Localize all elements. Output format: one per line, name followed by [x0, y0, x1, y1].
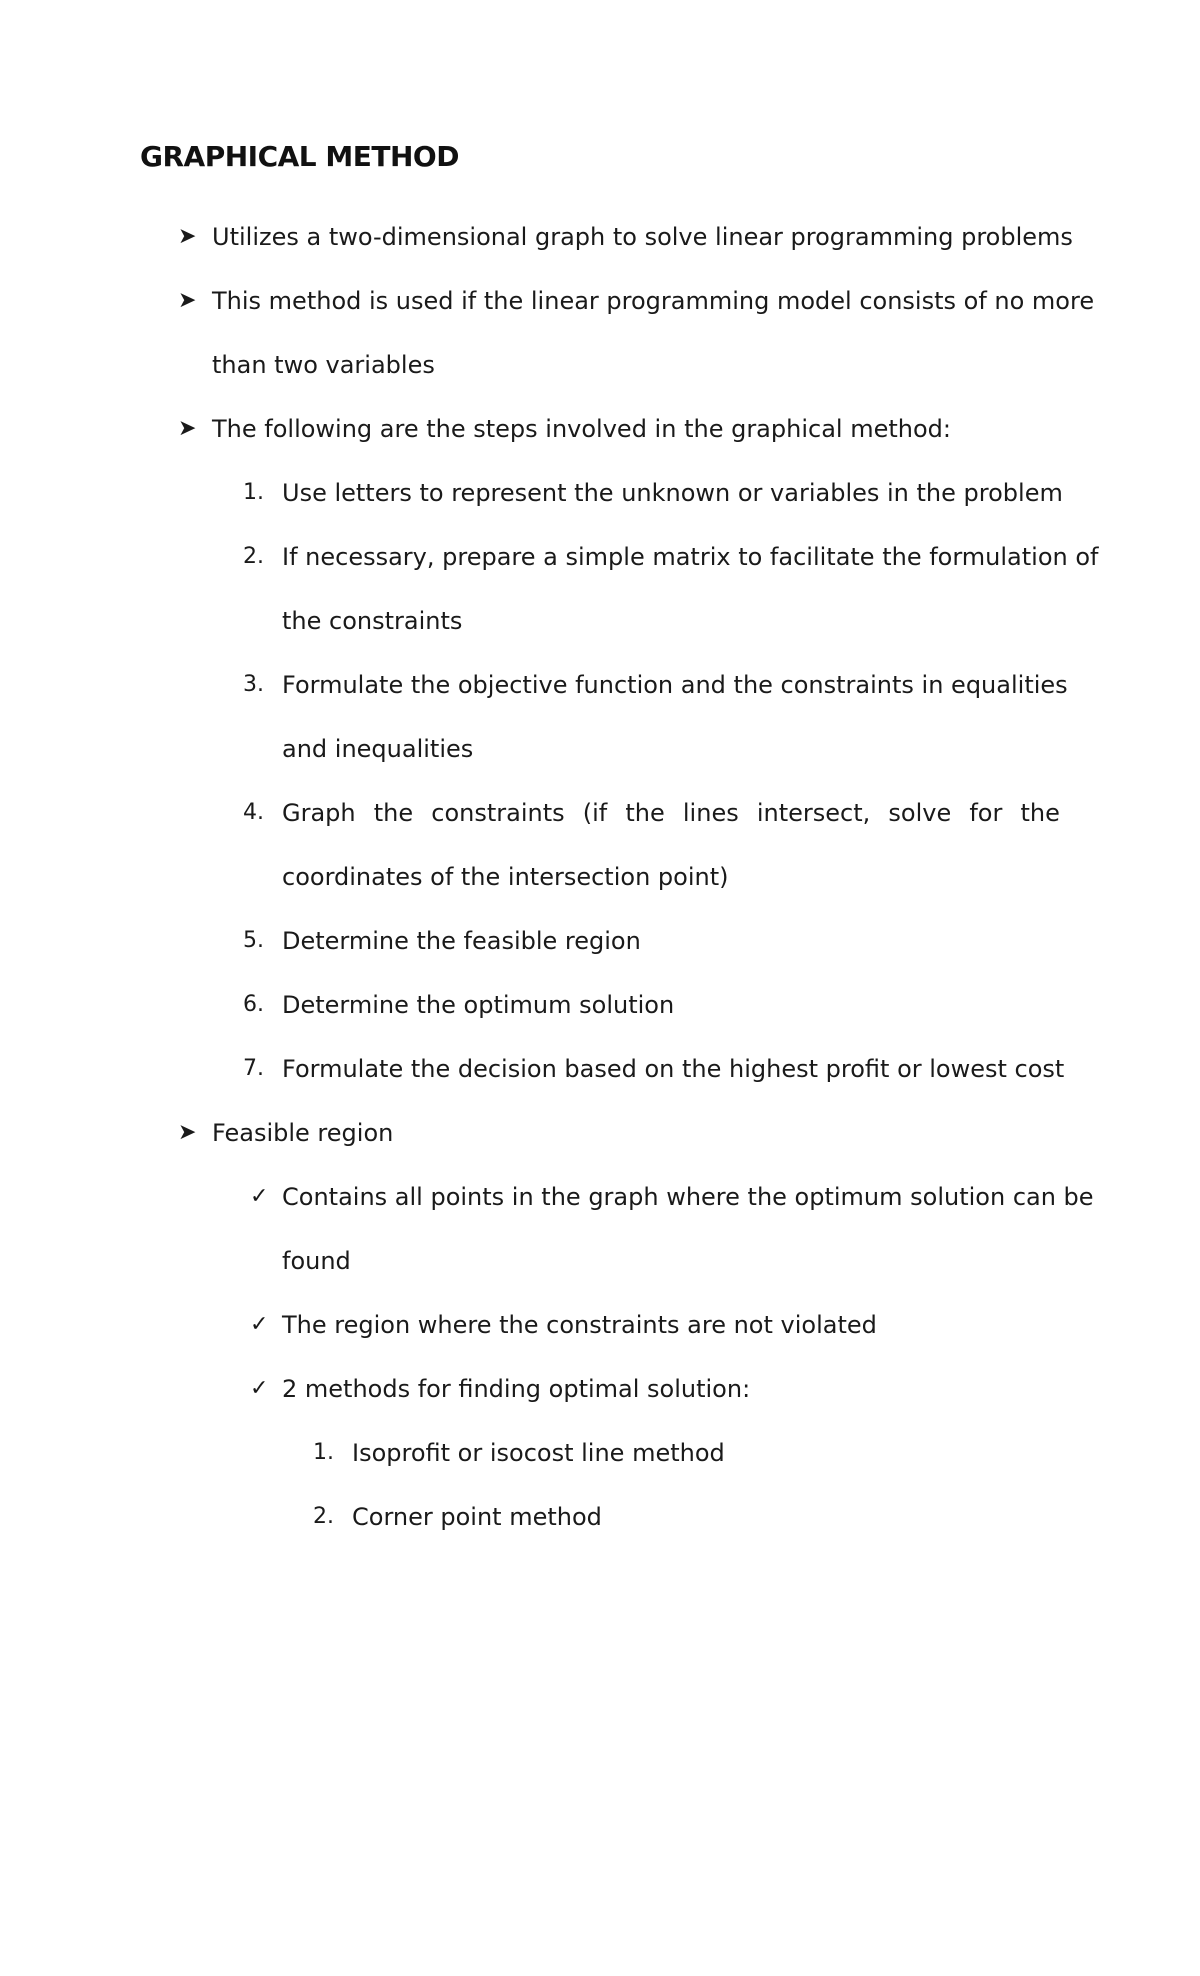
- method-number: 1.: [313, 1440, 334, 1465]
- step-word: the: [625, 799, 665, 827]
- step-text-continued: coordinates of the intersection point): [282, 863, 729, 891]
- step-text-justified: [282, 797, 1060, 829]
- method-text: Corner point method: [352, 1503, 602, 1531]
- check-text: The region where the constraints are not violated: [282, 1311, 877, 1339]
- check-text-continued: found: [282, 1247, 351, 1275]
- method-number: 2.: [313, 1504, 334, 1529]
- step-word: the: [1020, 799, 1060, 827]
- step-number: 7.: [243, 1056, 264, 1081]
- step-word: intersect,: [756, 799, 871, 827]
- step-word: solve: [888, 799, 952, 827]
- check-text: Contains all points in the graph where the optimum solution can be: [282, 1183, 1094, 1211]
- step-number: 2.: [243, 544, 264, 569]
- checkmark-icon: ✓: [250, 1184, 269, 1209]
- step-word: Graph: [282, 799, 356, 827]
- step-text: Use letters to represent the unknown or variables in the problem: [282, 479, 1063, 507]
- step-word: (if: [582, 799, 608, 827]
- step-number: 3.: [243, 672, 264, 697]
- step-number: 6.: [243, 992, 264, 1017]
- arrowhead-bullet-icon: ➤: [178, 224, 197, 249]
- step-text: Formulate the objective function and the constraints in equalities: [282, 671, 1068, 699]
- bullet-text: Utilizes a two-dimensional graph to solve linear programming problems: [212, 223, 1073, 251]
- step-word: constraints: [431, 799, 565, 827]
- step-number: 5.: [243, 928, 264, 953]
- bullet-text: This method is used if the linear programming model consists of no more: [212, 287, 1095, 315]
- bullet-text: Feasible region: [212, 1119, 394, 1147]
- checkmark-icon: ✓: [250, 1376, 269, 1401]
- step-number: 4.: [243, 800, 264, 825]
- step-text-continued: and inequalities: [282, 735, 474, 763]
- checkmark-icon: ✓: [250, 1312, 269, 1337]
- arrowhead-bullet-icon: ➤: [178, 1120, 197, 1145]
- bullet-text: The following are the steps involved in the graphical method:: [212, 415, 951, 443]
- step-text: If necessary, prepare a simple matrix to facilitate the formulation of: [282, 543, 1099, 571]
- arrowhead-bullet-icon: ➤: [178, 288, 197, 313]
- check-text: 2 methods for finding optimal solution:: [282, 1375, 751, 1403]
- step-text: Determine the optimum solution: [282, 991, 675, 1019]
- arrowhead-bullet-icon: ➤: [178, 416, 197, 441]
- step-text: Formulate the decision based on the highest profit or lowest cost: [282, 1055, 1065, 1083]
- step-word: for: [969, 799, 1003, 827]
- bullet-text-continued: than two variables: [212, 351, 435, 379]
- method-text: Isoprofit or isocost line method: [352, 1439, 725, 1467]
- step-word: the: [373, 799, 414, 827]
- step-number: 1.: [243, 480, 264, 505]
- page-title: GRAPHICAL METHOD: [140, 140, 459, 173]
- step-text-continued: the constraints: [282, 607, 463, 635]
- step-word: lines: [682, 799, 739, 827]
- step-text: Determine the feasible region: [282, 927, 641, 955]
